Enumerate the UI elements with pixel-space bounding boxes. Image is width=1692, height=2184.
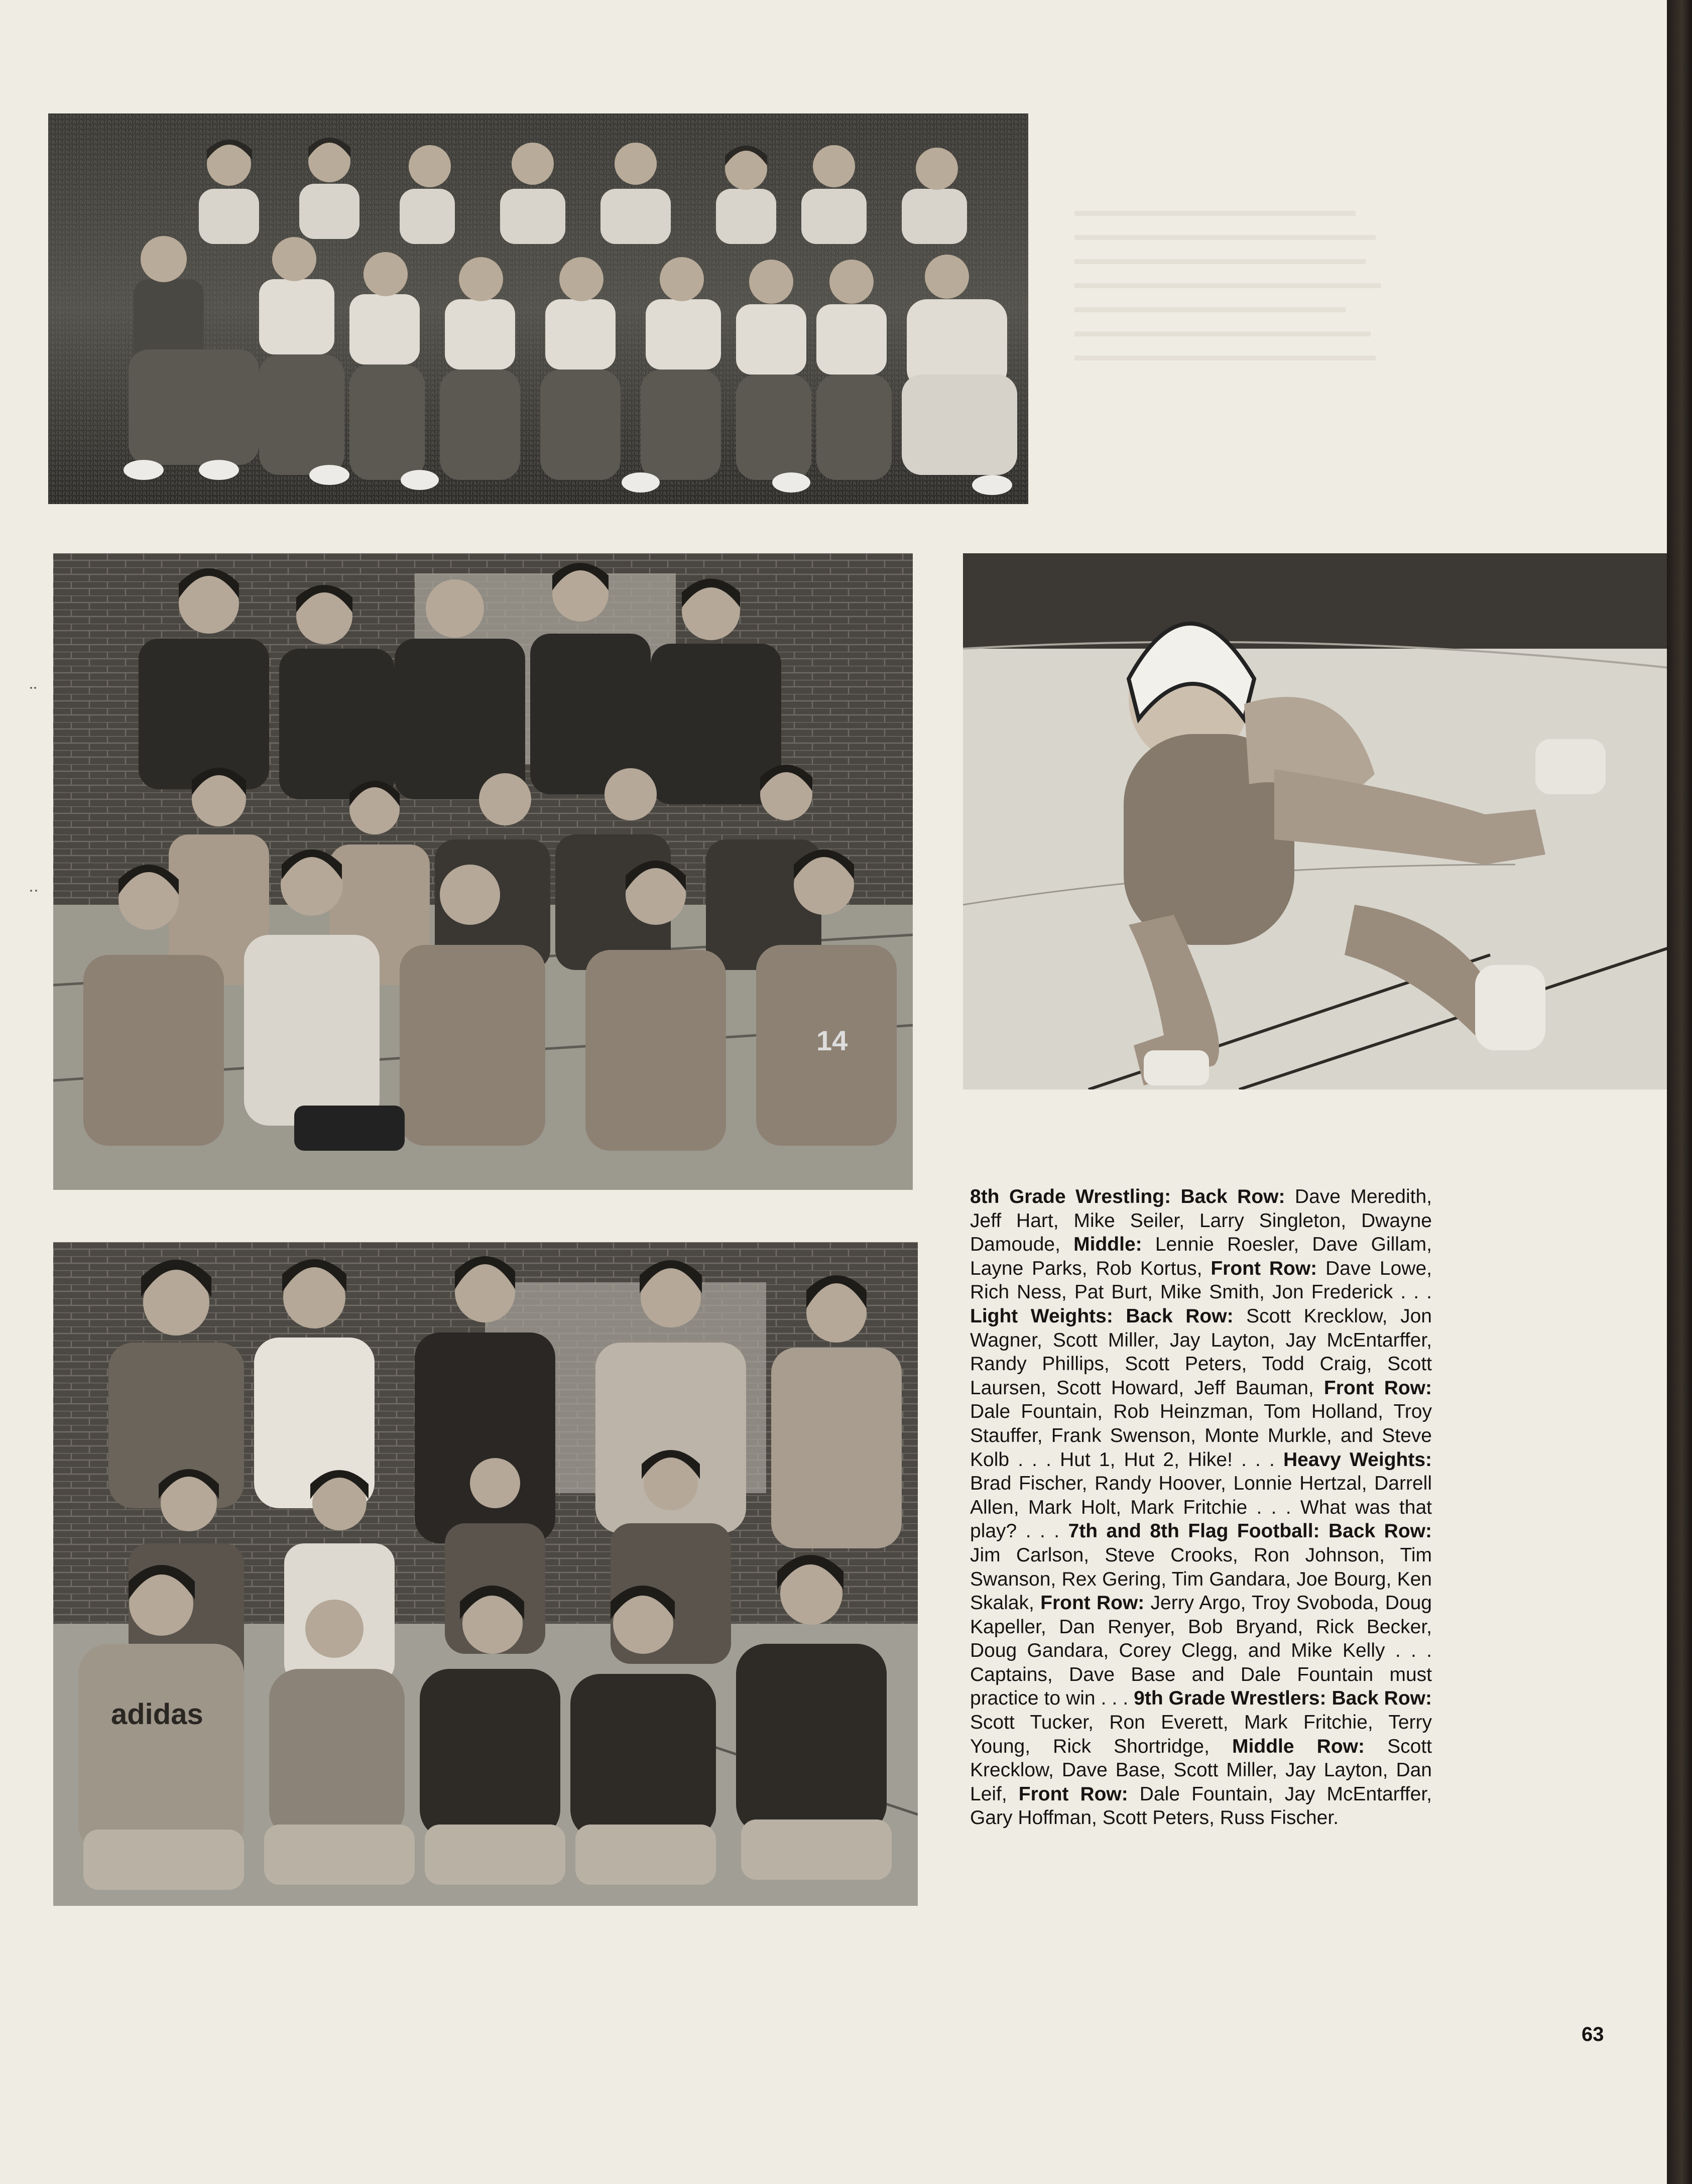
photo-caption: [970, 1185, 1432, 1830]
adidas-shirt-text: adidas: [111, 1698, 203, 1731]
caption-label: 7th and 8th Flag Football: Back Row:: [1068, 1520, 1432, 1542]
caption-text: Scott Tucker, Ron Everett, Mark Fritchie, Terry Young, Rick Shortridge,: [970, 1712, 1432, 1757]
caption-text: Dale Fountain, Jay McEntarffer, Gary Hoffman, Scott Peters, Russ Fischer.: [970, 1783, 1432, 1829]
wrestler-action-photo: [963, 553, 1678, 1089]
caption-text: Jerry Argo, Troy Svoboda, Doug Kapeller, Dan Renyer, Bob Bryand, Rick Becker, Doug Gandara, Corey Clegg, and Mike Kelly . . . Captains, Dave Base and Dale Fountain must practice to win . . .: [970, 1592, 1432, 1710]
caption-text: Dave Meredith, Jeff Hart, Mike Seiler, Larry Singleton, Dwayne Damoude,: [970, 1186, 1432, 1256]
page-edge-shadow: [1667, 0, 1692, 2184]
caption-text: Dale Fountain, Rob Heinzman, Tom Holland, Troy Stauffer, Frank Swenson, Monte Murkle, and Steve Kolb . . . Hut 1, Hut 2, Hike! . . .: [970, 1401, 1432, 1471]
wrestler-jersey-number: 14: [816, 1025, 848, 1056]
flag-football-team-photo: [48, 113, 1028, 504]
caption-label: Front Row:: [1323, 1377, 1432, 1399]
show-through-lines: [1074, 211, 1381, 380]
caption-label: Middle:: [1073, 1234, 1142, 1256]
caption-label: Front Row:: [1040, 1592, 1145, 1614]
caption-text: Scott Krecklow, Dave Base, Scott Miller, Jay Layton, Dan Leif,: [970, 1735, 1432, 1805]
caption-label: Light Weights: Back Row:: [970, 1305, 1234, 1327]
page-number: 63: [1582, 2023, 1604, 2045]
caption-text: Lennie Roesler, Dave Gillam, Layne Parks, Rob Kortus,: [970, 1234, 1432, 1279]
caption-text: Dave Lowe, Rich Ness, Pat Burt, Mike Smith, Jon Frederick . . .: [970, 1257, 1432, 1303]
ninth-grade-wrestlers-photo: [53, 1242, 918, 1906]
eighth-grade-wrestling-team-photo: [53, 553, 913, 1190]
show-through-text: [1024, 75, 1506, 176]
caption-text: Brad Fischer, Randy Hoover, Lonnie Hertzal, Darrell Allen, Mark Holt, Mark Fritchie . . . What was that play? . . .: [970, 1473, 1432, 1542]
caption-text: Jim Carlson, Steve Crooks, Ron Johnson, Tim Swanson, Rex Gering, Tim Gandara, Joe Bourg, Ken Skalak,: [970, 1544, 1432, 1614]
margin-dot: [30, 687, 32, 689]
caption-text: Scott Krecklow, Jon Wagner, Scott Miller, Jay Layton, Jay McEntarffer, Randy Phillips, Scott Peters, Todd Craig, Scott Laursen, Scott Howard, Jeff Bauman,: [970, 1305, 1432, 1399]
caption-label: Middle Row:: [1232, 1735, 1365, 1757]
margin-dot: [34, 687, 36, 689]
caption-label: Front Row:: [1211, 1257, 1317, 1279]
margin-dot: [30, 890, 32, 892]
caption-label: 9th Grade Wrestlers: Back Row:: [1134, 1687, 1432, 1710]
caption-label: Front Row:: [1018, 1783, 1128, 1805]
caption-label: 8th Grade Wrestling: Back Row:: [970, 1186, 1285, 1207]
caption-label: Heavy Weights:: [1283, 1448, 1432, 1471]
wrestlers-back-row: [139, 563, 781, 804]
margin-dot: [35, 890, 37, 892]
